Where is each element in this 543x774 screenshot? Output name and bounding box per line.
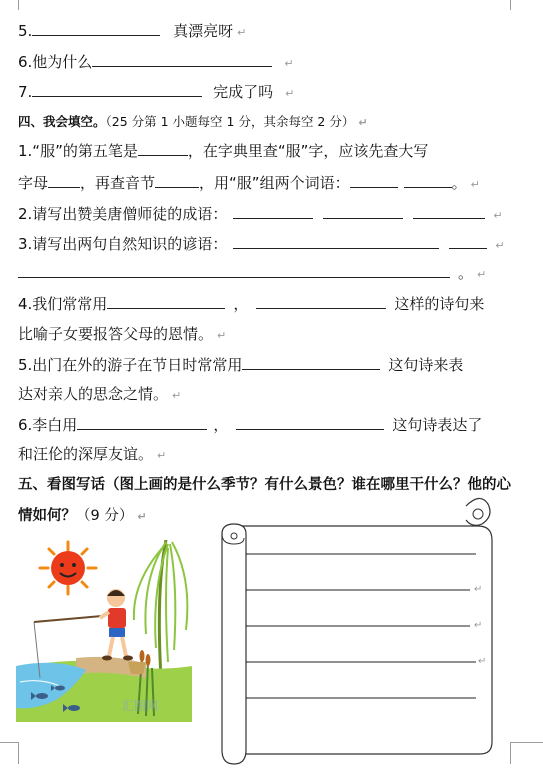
item-6 — [18, 414, 482, 435]
section-4-note: （25 分第 1 小题每空 1 分，其余每空 2 分） — [105, 114, 355, 129]
item-6-line-2 — [18, 444, 166, 466]
item-1-text: ，再查音节 — [80, 174, 156, 192]
item-1-line-1 — [18, 140, 428, 161]
answer-blank[interactable] — [92, 51, 272, 67]
paragraph-mark: ↵ — [474, 584, 483, 595]
item-4-text: 4.我们常常用 — [18, 295, 108, 313]
item-3-line-2 — [18, 262, 486, 285]
answer-blank[interactable] — [77, 414, 207, 430]
section-5-heading-line-2 — [18, 506, 147, 527]
item-3 — [18, 233, 505, 256]
crop-mark — [18, 742, 19, 764]
answer-blank[interactable] — [233, 203, 313, 219]
section-5-title: 五、看图写话（图上画的是什么季节？有什么景色？谁在哪里干什么？他的心 — [18, 477, 511, 493]
paragraph-mark: ↵ — [157, 449, 167, 462]
q5-suffix: 真漂亮呀 — [173, 22, 234, 40]
item-1-text: 字母 — [18, 174, 49, 192]
item-4-text: 这样的诗句来 — [394, 295, 485, 313]
fishing-boy-illustration — [16, 538, 192, 722]
item-4-text: 比喻子女要报答父母的恩情。 — [18, 325, 214, 343]
item-4-text: ， — [233, 295, 249, 313]
paragraph-mark: ↵ — [493, 209, 503, 222]
crop-mark — [510, 0, 511, 10]
item-5-line-2 — [18, 384, 181, 406]
paragraph-mark: ↵ — [237, 26, 247, 39]
q5-number: 5. — [18, 22, 33, 40]
answer-blank[interactable] — [242, 354, 380, 370]
answer-blank[interactable] — [48, 172, 80, 188]
item-1-text: ，用“服”组两个词语： — [199, 174, 350, 192]
paragraph-mark: ↵ — [137, 510, 147, 523]
writing-scroll — [200, 492, 500, 772]
item-6-text: 和汪伦的深厚友谊。 — [18, 445, 154, 463]
answer-blank[interactable] — [404, 172, 452, 188]
paragraph-mark: ↵ — [470, 178, 480, 191]
item-5-text: 5.出门在外的游子在节日时常常用 — [18, 356, 243, 374]
item-6-text: 6.李白用 — [18, 416, 78, 434]
answer-blank[interactable] — [32, 81, 202, 97]
answer-blank[interactable] — [256, 293, 386, 309]
answer-blank[interactable] — [32, 20, 160, 36]
paragraph-mark: ↵ — [495, 239, 505, 252]
item-6-text: ， — [213, 416, 229, 434]
item-1-line-2 — [18, 172, 480, 195]
question-5 — [18, 20, 246, 43]
paragraph-mark: ↵ — [477, 268, 487, 281]
item-4-line-2 — [18, 324, 226, 346]
item-3-text: 3.请写出两句自然知识的谚语： — [18, 235, 228, 253]
answer-blank[interactable] — [233, 233, 439, 249]
item-1-text: ，在字典里查“服”字，应该先查大写 — [187, 142, 429, 160]
crop-mark — [0, 742, 18, 743]
paragraph-mark: ↵ — [358, 116, 368, 129]
answer-blank[interactable] — [138, 140, 188, 156]
crop-mark — [510, 742, 511, 764]
paragraph-mark: ↵ — [217, 329, 227, 342]
item-2-text: 2.请写出赞美唐僧师徒的成语： — [18, 205, 228, 223]
item-5-text: 这句诗来表 — [388, 356, 464, 374]
item-5-text: 达对亲人的思念之情。 — [18, 385, 169, 403]
item-5 — [18, 354, 463, 375]
crop-mark — [18, 0, 19, 10]
q7-suffix: 完成了吗 — [213, 83, 274, 101]
question-6 — [18, 51, 294, 74]
answer-blank[interactable] — [18, 262, 450, 278]
answer-blank[interactable] — [236, 414, 384, 430]
paragraph-mark: ↵ — [474, 620, 483, 631]
crop-mark — [510, 742, 543, 743]
paragraph-mark: ↵ — [285, 87, 295, 100]
section-4-title: 四、我会填空。 — [18, 114, 106, 129]
sun-icon — [40, 542, 96, 594]
watermark: 汇图网 — [122, 699, 159, 713]
item-1-text: 1.“服”的第五笔是 — [18, 142, 138, 160]
answer-blank[interactable] — [350, 172, 398, 188]
answer-blank[interactable] — [155, 172, 199, 188]
answer-blank[interactable] — [323, 203, 403, 219]
section-4-heading — [18, 112, 368, 133]
paragraph-mark: ↵ — [478, 656, 487, 667]
answer-blank[interactable] — [413, 203, 485, 219]
section-5-score: （9 分） — [76, 508, 134, 524]
answer-blank[interactable] — [449, 233, 487, 249]
item-4 — [18, 293, 484, 314]
item-3-end: 。 — [458, 264, 474, 282]
paragraph-mark: ↵ — [172, 389, 182, 402]
answer-blank[interactable] — [107, 293, 225, 309]
question-7 — [18, 81, 294, 104]
q7-prefix: 7. — [18, 83, 33, 101]
item-6-text: 这句诗表达了 — [392, 416, 483, 434]
item-1-text: 。 — [451, 174, 467, 192]
item-2 — [18, 203, 503, 226]
paragraph-mark: ↵ — [284, 57, 294, 70]
q6-prefix: 6.他为什么 — [18, 53, 93, 71]
section-5-title: 情如何？ — [18, 508, 76, 524]
